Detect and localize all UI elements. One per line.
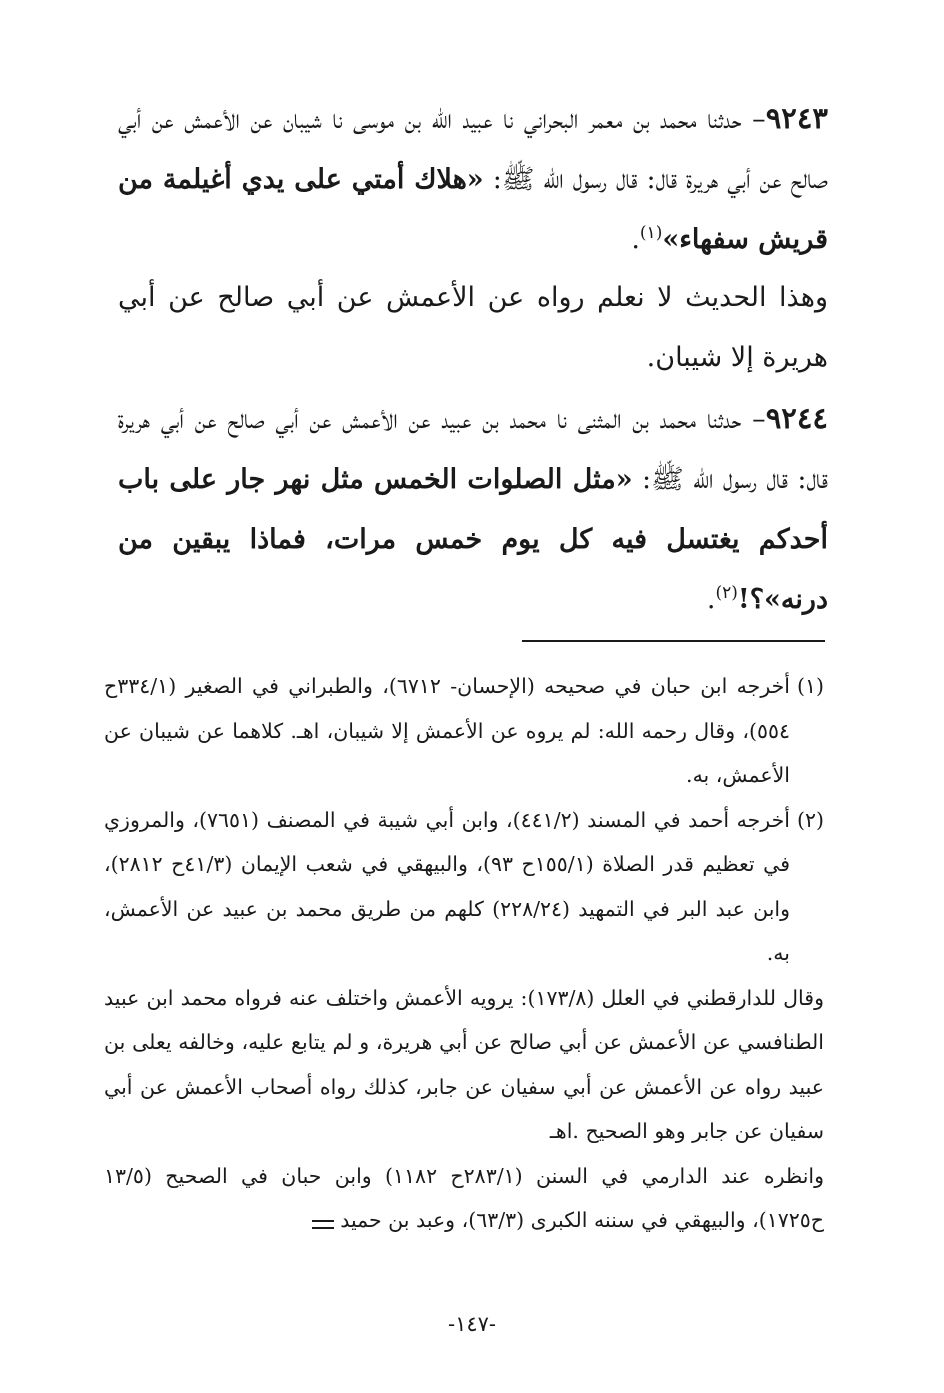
- sentence-end: .: [631, 224, 640, 255]
- hadith-number: ٩٢٤٣: [765, 101, 828, 135]
- hadith-9243: [118, 88, 828, 270]
- footnote-separator: [522, 640, 825, 642]
- hadith-9243-comment: [118, 268, 828, 388]
- footnote-text: وقال للدارقطني في العلل (١٧٣/٨): يرويه الأعمش واختلف عنه فرواه محمد ابن عبيد الطنافسي عن الأعمش عن أبي صالح عن أبي هريرة، و لم يتابع عليه، وخالفه يعلى بن عبيد رواه عن الأعمش عن أبي سفيان عن جابر، كذلك رواه أصحاب الأعمش عن أبي سفيان عن جابر وهو الصحيح .اهـ: [104, 985, 824, 1143]
- footnote-1: [104, 664, 824, 798]
- footnote-2-continuation: [104, 976, 824, 1154]
- footnote-2-continuation: [104, 1154, 824, 1243]
- footnote-reference[interactable]: (١): [639, 223, 663, 243]
- page-number: -١٤٧-: [447, 1312, 497, 1336]
- footnote-2: [104, 798, 824, 976]
- footnote-text: أخرجه ابن حبان في صحيحه (الإحسان- ٦٧١٢)، والطبراني في الصغير (٣٣٤/١ح ٥٥٤)، وقال رحمه الله: لم يروه عن الأعمش إلا شيبان، اهـ. كلاهما عن شيبان عن الأعمش، به.: [104, 674, 791, 787]
- footnote-text: وانظره عند الدارمي في السنن (٢٨٣/١ح ١١٨٢) وابن حبان في الصحيح (١٣/٥ ح١٧٢٥)، والبيهقي في سننه الكبرى (٦٣/٣)، وعبد بن حميد: [104, 1163, 824, 1232]
- comment-text: وهذا الحديث لا نعلم رواه عن الأعمش عن أبي صالح عن أبي هريرة إلا شيبان.: [118, 282, 828, 373]
- footnote-text: أخرجه أحمد في المسند (٤٤١/٢)، وابن أبي شيبة في المصنف (٧٦٥١)، والمروزي في تعظيم قدر الصلاة (١٥٥/١ح ٩٣)، والبيهقي في شعب الإيمان (٤١/٣ح ٢٨١٢)، وابن عبد البر في التمهيد (٢٢٨/٢٤) كلهم من طريق محمد بن عبيد عن الأعمش، به.: [104, 807, 791, 965]
- hadith-matn: «هلاك أمتي على يدي أغيلمة من قريش سفهاء»: [118, 164, 828, 255]
- hadith-matn: «مثل الصلوات الخمس مثل نهر جار على باب أحدكم يغتسل فيه كل يوم خمس مرات، فماذا يبقين من درنه»؟!: [118, 464, 828, 615]
- sentence-end: .: [706, 584, 716, 615]
- hadith-isnad: – حدثنا محمد بن المثنى نا محمد بن عبيد عن الأعمش عن أبي صالح عن أبي هريرة قال: قال رسول الله ﷺ:: [118, 404, 829, 495]
- hadith-isnad: – حدثنا محمد بن معمر البحراني نا عبيد الله بن موسى نا شيبان عن الأعمش عن أبي صالح عن أبي هريرة قال: قال رسول الله ﷺ:: [118, 104, 828, 195]
- continuation-mark-icon: [312, 1220, 334, 1229]
- footnotes-section: [104, 664, 824, 1243]
- footnote-label: (١): [796, 674, 824, 698]
- hadith-9244: [118, 388, 828, 630]
- footnote-label: (٢): [796, 807, 824, 832]
- footnote-reference[interactable]: (٢): [715, 583, 738, 603]
- hadith-number: ٩٢٤٤: [765, 401, 828, 435]
